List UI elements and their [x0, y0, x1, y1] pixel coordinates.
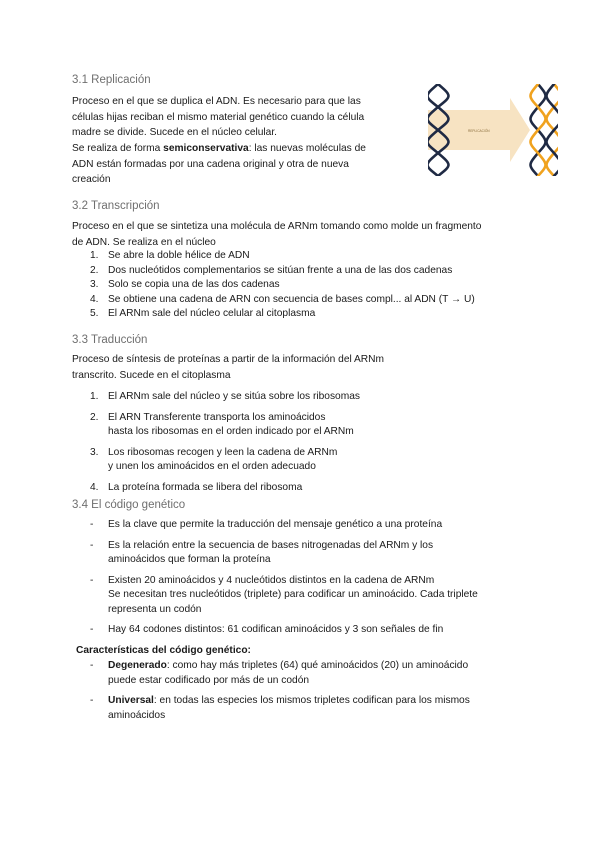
- dna-replication-figure: [428, 84, 558, 176]
- list-item: 3. Los ribosomas recogen y leen la cadena de ARNm y unen los aminoácidos en el orden adecuado: [90, 446, 338, 472]
- section-heading-codigo-genetico: 3.4 El código genético: [72, 499, 186, 511]
- caracteristicas-heading: Características del código genético:: [76, 645, 251, 656]
- section-heading-transcripcion: 3.2 Transcripción: [72, 200, 160, 212]
- caracteristicas-list: [90, 659, 470, 729]
- list-item: 3. Solo se copia una de las dos cadenas: [90, 279, 280, 290]
- list-item: - Es la clave que permite la traducción del mensaje genético a una proteína: [90, 519, 443, 530]
- list-item: - Hay 64 codones distintos: 61 codifican aminoácidos y 3 son señales de fin: [90, 624, 444, 635]
- section-heading-replicacion: 3.1 Replicación: [72, 74, 151, 86]
- list-item: 1. El ARNm sale del núcleo y se sitúa sobre los ribosomas: [90, 391, 360, 402]
- list-item: 2. Dos nucleótidos complementarios se sitúan frente a una de las dos cadenas: [90, 264, 453, 276]
- replicacion-semiconservativa-paragraph: Se realiza de forma semiconservativa: las nuevas moléculas de ADN están formadas por una cadena original y otra de nueva creación: [72, 143, 366, 185]
- section-heading-traduccion: 3.3 Traducción: [72, 334, 148, 346]
- list-item: 1. Se abre la doble hélice de ADN: [90, 250, 250, 261]
- replicated-dna-helix-icon: [547, 84, 559, 176]
- replication-arrow-label: REPLICACIÓN: [468, 129, 490, 133]
- list-item: 4. Se obtiene una cadena de ARN con secuencia de bases compl... al ADN (T → U): [90, 293, 475, 305]
- codigo-genetico-list: [90, 518, 478, 644]
- semiconservativa-term: semiconservativa: [163, 143, 249, 154]
- list-item: - Degenerado: como hay más tripletes (64) qué aminoácidos (20) un aminoácido puede estar codificado por más de un codón: [90, 660, 469, 686]
- transcripcion-steps-list: [90, 249, 475, 322]
- list-item: 2. El ARN Transferente transporta los aminoácidos hasta los ribosomas en el orden indicado por el ARNm: [90, 411, 354, 437]
- list-item: 4. La proteína formada se libera del ribosoma: [90, 481, 303, 493]
- transcripcion-intro: Proceso en el que se sintetiza una molécula de ARNm tomando como molde un fragmento de ADN. Se realiza en el núcleo: [72, 221, 482, 248]
- traduccion-intro: Proceso de síntesis de proteínas a partir de la información del ARNm transcrito. Sucede en el citoplasma: [72, 354, 385, 381]
- list-item: - Universal: en todas las especies los mismos tripletes codifican para los mismos aminoácidos: [90, 695, 470, 721]
- list-item: - Existen 20 aminoácidos y 4 nucleótidos distintos en la cadena de ARNm Se necesitan tres nucleótidos (triplete) para codificar un aminoácido. Cada triplete representa un codón: [90, 574, 478, 615]
- replicacion-paragraph: Proceso en el que se duplica el ADN. Es necesario para que las células hijas reciban el mismo material genético cuando la célula madre se divide. Sucede en el núcleo celular.: [72, 96, 365, 138]
- replicated-dna-helix-icon: [531, 84, 546, 176]
- list-item: - Es la relación entre la secuencia de bases nitrogenadas del ARNm y los aminoácidos que forman la proteína: [90, 539, 434, 565]
- traduccion-steps-list: [90, 390, 360, 501]
- list-item: 5. El ARNm sale del núcleo celular al citoplasma: [90, 308, 316, 319]
